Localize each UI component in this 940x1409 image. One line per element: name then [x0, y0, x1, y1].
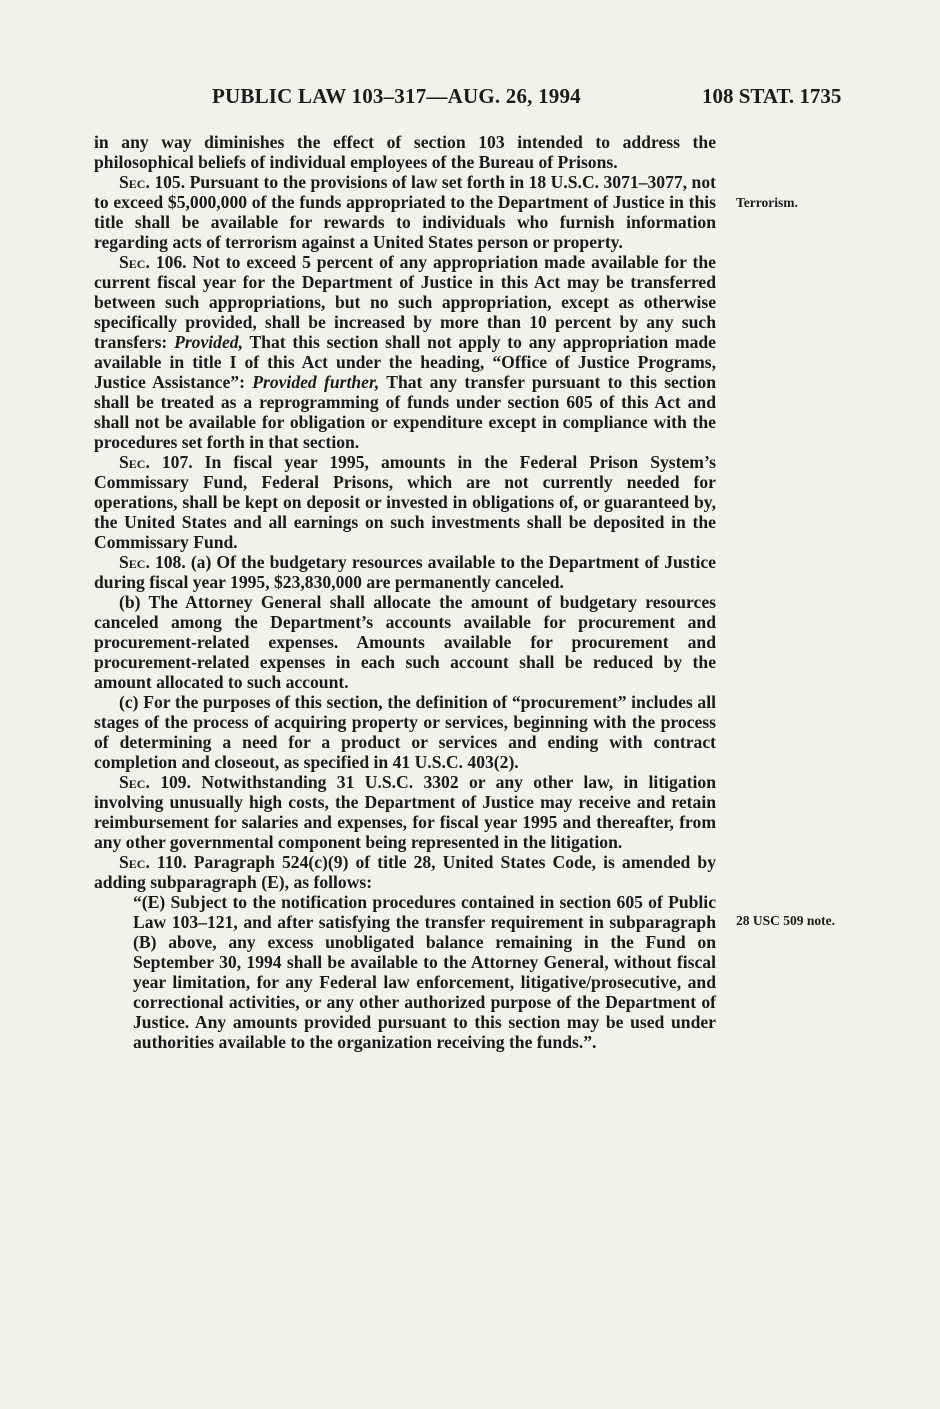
paragraph-continued: in any way diminishes the effect of section 103 intended to address the philosophical beliefs of individual employees of the Bureau of Prisons. — [94, 132, 716, 172]
section-106-text-3: That any transfer pursuant to this section shall be treated as a reprogramming of funds under section 605 of this Act and shall not be available for obligation or expenditure except in compliance with the procedures set forth in that section. — [94, 372, 717, 452]
section-108a-text: 108. (a) Of the budgetary resources available to the Department of Justice during fiscal year 1995, $23,830,000 are permanently canceled. — [94, 552, 716, 592]
section-106-text-2: That this section shall not apply to any appropriation made available in title I of this Act under the heading, “Office of Justice Programs, Justice Assistance”: — [94, 332, 716, 392]
section-label: Sec. — [119, 852, 150, 872]
page-header — [0, 84, 940, 114]
section-label: Sec. — [119, 252, 150, 272]
section-106 — [94, 252, 716, 452]
margin-note-terrorism: Terrorism. — [736, 195, 798, 210]
section-108a — [94, 552, 716, 592]
section-label: Sec. — [119, 452, 150, 472]
proviso-provided: Provided, — [174, 332, 243, 352]
section-105-text: 105. Pursuant to the provisions of law set forth in 18 U.S.C. 3071–3077, not to exceed $5,000,000 of the funds appropriated to the Department of Justice in this title shall be available for rewards to individuals who furnish information regarding acts of terrorism against a United States person or property. — [94, 172, 716, 252]
section-label: Sec. — [119, 772, 150, 792]
body-text — [94, 132, 716, 1052]
section-label: Sec. — [119, 552, 150, 572]
statute-page-number: 108 STAT. 1735 — [702, 84, 842, 108]
section-107-text: 107. In fiscal year 1995, amounts in the Federal Prison System’s Commissary Fund, Federal Prisons, which are not currently needed for operations, shall be kept on deposit or invested in obligations of, or guaranteed by, the United States and all earnings on such investments shall be deposited in the Commissary Fund. — [94, 452, 716, 552]
section-107 — [94, 452, 716, 552]
section-110-quoted-amendment: “(E) Subject to the notification procedures contained in section 605 of Public Law 103–121, and after satisfying the transfer requirement in subparagraph (B) above, any excess unobligated balance remaining in the Fund on September 30, 1994 shall be available to the Attorney General, without fiscal year limitation, for any Federal law enforcement, litigative/prosecutive, and correctional activities, or any other authorized purpose of the Department of Justice. Any amounts provided pursuant to this section may be used under authorities available to the organization receiving the funds.”. — [133, 892, 716, 1052]
running-head-title: PUBLIC LAW 103–317—AUG. 26, 1994 — [212, 84, 581, 108]
margin-note-usc: 28 USC 509 note. — [736, 913, 836, 928]
section-109-text: 109. Notwithstanding 31 U.S.C. 3302 or any other law, in litigation involving unusually high costs, the Department of Justice may receive and retain reimbursement for salaries and expenses, for fiscal year 1995 and thereafter, from any other governmental component being represented in the litigation. — [94, 772, 716, 852]
section-106-text-1: 106. Not to exceed 5 percent of any appropriation made available for the current fiscal year for the Department of Justice in this Act may be transferred between such appropriations, but no such appropriation, except as otherwise specifically provided, shall be increased by more than 10 percent by any such transfers: — [94, 252, 716, 352]
proviso-provided-further: Provided further, — [252, 372, 380, 392]
section-110-text: 110. Paragraph 524(c)(9) of title 28, United States Code, is amended by adding subparagraph (E), as follows: — [94, 852, 716, 892]
section-110 — [94, 852, 716, 892]
section-109 — [94, 772, 716, 852]
section-108b: (b) The Attorney General shall allocate the amount of budgetary resources canceled among the Department’s accounts available for procurement and procurement-related expenses. Amounts available for procurement and procurement-related expenses in each such account shall be reduced by the amount allocated to such account. — [94, 592, 716, 692]
section-108c: (c) For the purposes of this section, the definition of “procurement” includes all stages of the process of acquiring property or services, beginning with the process of determining a need for a product or services and ending with contract completion and closeout, as specified in 41 U.S.C. 403(2). — [94, 692, 716, 772]
section-105 — [94, 172, 716, 252]
section-label: Sec. — [119, 172, 150, 192]
